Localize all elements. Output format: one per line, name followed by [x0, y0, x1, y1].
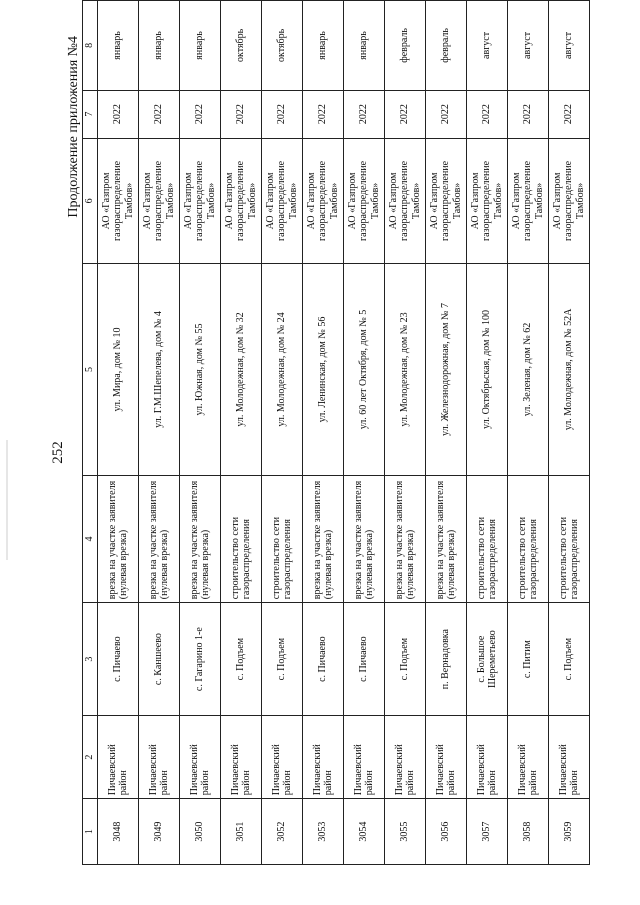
settlement-cell: с. Пичаево — [344, 603, 385, 716]
year-cell: 2022 — [98, 90, 139, 138]
column-header: 8 — [83, 1, 98, 91]
address-cell: ул. Октябрьская, дом № 100 — [467, 264, 508, 475]
year-cell: 2022 — [221, 90, 262, 138]
year-cell: 2022 — [139, 90, 180, 138]
settlement-cell: с. Подъем — [385, 603, 426, 716]
column-header: 2 — [83, 716, 98, 799]
address-cell: ул. Ленинская, дом № 56 — [303, 264, 344, 475]
address-cell: ул. Молодежная, дом № 52А — [549, 264, 590, 475]
organization-cell: АО «Газпром газораспределение Тамбов» — [344, 138, 385, 264]
settlement-cell: с. Подъем — [549, 603, 590, 716]
organization-cell: АО «Газпром газораспределение Тамбов» — [221, 138, 262, 264]
month-cell: август — [508, 1, 549, 91]
settlement-cell: с. Подъем — [221, 603, 262, 716]
row-number-cell: 3049 — [139, 799, 180, 865]
district-cell: Пичаевский район — [426, 716, 467, 799]
district-cell: Пичаевский район — [344, 716, 385, 799]
settlement-cell: п. Вернадовка — [426, 603, 467, 716]
month-cell: январь — [139, 1, 180, 91]
row-number-cell: 3057 — [467, 799, 508, 865]
work-type-cell: строительство сети газораспределения — [467, 475, 508, 603]
address-cell: ул. Молодежная, дом № 24 — [262, 264, 303, 475]
settlement-cell: с. Гагарино 1-е — [180, 603, 221, 716]
district-cell: Пичаевский район — [508, 716, 549, 799]
address-cell: ул. Зеленая, дом № 62 — [508, 264, 549, 475]
district-cell: Пичаевский район — [221, 716, 262, 799]
organization-cell: АО «Газпром газораспределение Тамбов» — [262, 138, 303, 264]
page-number: 252 — [50, 441, 66, 464]
work-type-cell: врезка на участке заявителя (нулевая врезка) — [139, 475, 180, 603]
district-cell: Пичаевский район — [467, 716, 508, 799]
continuation-title: Продолжение приложения №4 — [66, 36, 81, 218]
district-cell: Пичаевский район — [98, 716, 139, 799]
table-row — [426, 1, 467, 865]
district-cell: Пичаевский район — [180, 716, 221, 799]
year-cell: 2022 — [344, 90, 385, 138]
column-header: 6 — [83, 138, 98, 264]
organization-cell: АО «Газпром газораспределение Тамбов» — [98, 138, 139, 264]
work-type-cell: врезка на участке заявителя (нулевая врезка) — [98, 475, 139, 603]
row-number-cell: 3056 — [426, 799, 467, 865]
row-number-cell: 3048 — [98, 799, 139, 865]
work-type-cell: врезка на участке заявителя (нулевая врезка) — [303, 475, 344, 603]
table-row — [385, 1, 426, 865]
table-row — [98, 1, 139, 865]
district-cell: Пичаевский район — [139, 716, 180, 799]
table-row — [139, 1, 180, 865]
organization-cell: АО «Газпром газораспределение Тамбов» — [303, 138, 344, 264]
settlement-cell: с. Каншеево — [139, 603, 180, 716]
row-number-cell: 3055 — [385, 799, 426, 865]
work-type-cell: врезка на участке заявителя (нулевая врезка) — [344, 475, 385, 603]
organization-cell: АО «Газпром газораспределение Тамбов» — [385, 138, 426, 264]
address-cell: ул. Г.М.Шепелева, дом № 4 — [139, 264, 180, 475]
table-row — [221, 1, 262, 865]
month-cell: январь — [180, 1, 221, 91]
row-number-cell: 3052 — [262, 799, 303, 865]
organization-cell: АО «Газпром газораспределение Тамбов» — [508, 138, 549, 264]
organization-cell: АО «Газпром газораспределение Тамбов» — [549, 138, 590, 264]
month-cell: январь — [98, 1, 139, 91]
column-header: 5 — [83, 264, 98, 475]
organization-cell: АО «Газпром газораспределение Тамбов» — [139, 138, 180, 264]
table-row — [508, 1, 549, 865]
address-cell: ул. Железнодорожная, дом № 7 — [426, 264, 467, 475]
work-type-cell: строительство сети газораспределения — [221, 475, 262, 603]
column-header: 1 — [83, 799, 98, 865]
work-type-cell: строительство сети газораспределения — [549, 475, 590, 603]
month-cell: август — [467, 1, 508, 91]
month-cell: январь — [344, 1, 385, 91]
year-cell: 2022 — [426, 90, 467, 138]
year-cell: 2022 — [262, 90, 303, 138]
work-type-cell: строительство сети газораспределения — [262, 475, 303, 603]
month-cell: октябрь — [262, 1, 303, 91]
column-header: 4 — [83, 475, 98, 603]
month-cell: февраль — [385, 1, 426, 91]
settlement-cell: с. Пичаево — [303, 603, 344, 716]
work-type-cell: врезка на участке заявителя (нулевая врезка) — [385, 475, 426, 603]
work-type-cell: врезка на участке заявителя (нулевая врезка) — [426, 475, 467, 603]
district-cell: Пичаевский район — [549, 716, 590, 799]
organization-cell: АО «Газпром газораспределение Тамбов» — [426, 138, 467, 264]
year-cell: 2022 — [467, 90, 508, 138]
row-number-cell: 3050 — [180, 799, 221, 865]
month-cell: январь — [303, 1, 344, 91]
month-cell: февраль — [426, 1, 467, 91]
address-cell: ул. Южная, дом № 55 — [180, 264, 221, 475]
row-number-cell: 3053 — [303, 799, 344, 865]
address-cell: ул. Мира, дом № 10 — [98, 264, 139, 475]
settlement-cell: с. Пичаево — [98, 603, 139, 716]
month-cell: август — [549, 1, 590, 91]
table-row — [262, 1, 303, 865]
work-type-cell: строительство сети газораспределения — [508, 475, 549, 603]
year-cell: 2022 — [180, 90, 221, 138]
table-row — [303, 1, 344, 865]
year-cell: 2022 — [303, 90, 344, 138]
column-header: 7 — [83, 90, 98, 138]
district-cell: Пичаевский район — [303, 716, 344, 799]
settlement-cell: с. Питим — [508, 603, 549, 716]
table-row — [344, 1, 385, 865]
header-row — [83, 1, 98, 865]
address-cell: ул. 60 лет Октября, дом № 5 — [344, 264, 385, 475]
work-type-cell: врезка на участке заявителя (нулевая врезка) — [180, 475, 221, 603]
year-cell: 2022 — [385, 90, 426, 138]
row-number-cell: 3051 — [221, 799, 262, 865]
table-row — [549, 1, 590, 865]
organization-cell: АО «Газпром газораспределение Тамбов» — [180, 138, 221, 264]
appendix-table — [82, 0, 590, 865]
row-number-cell: 3054 — [344, 799, 385, 865]
table-row — [467, 1, 508, 865]
table-row — [180, 1, 221, 865]
row-number-cell: 3059 — [549, 799, 590, 865]
year-cell: 2022 — [508, 90, 549, 138]
row-number-cell: 3058 — [508, 799, 549, 865]
column-header: 3 — [83, 603, 98, 716]
district-cell: Пичаевский район — [385, 716, 426, 799]
address-cell: ул. Молодежная, дом № 23 — [385, 264, 426, 475]
address-cell: ул. Молодежная, дом № 32 — [221, 264, 262, 475]
settlement-cell: с. Большое Шереметьево — [467, 603, 508, 716]
district-cell: Пичаевский район — [262, 716, 303, 799]
month-cell: октябрь — [221, 1, 262, 91]
organization-cell: АО «Газпром газораспределение Тамбов» — [467, 138, 508, 264]
settlement-cell: с. Подъем — [262, 603, 303, 716]
year-cell: 2022 — [549, 90, 590, 138]
